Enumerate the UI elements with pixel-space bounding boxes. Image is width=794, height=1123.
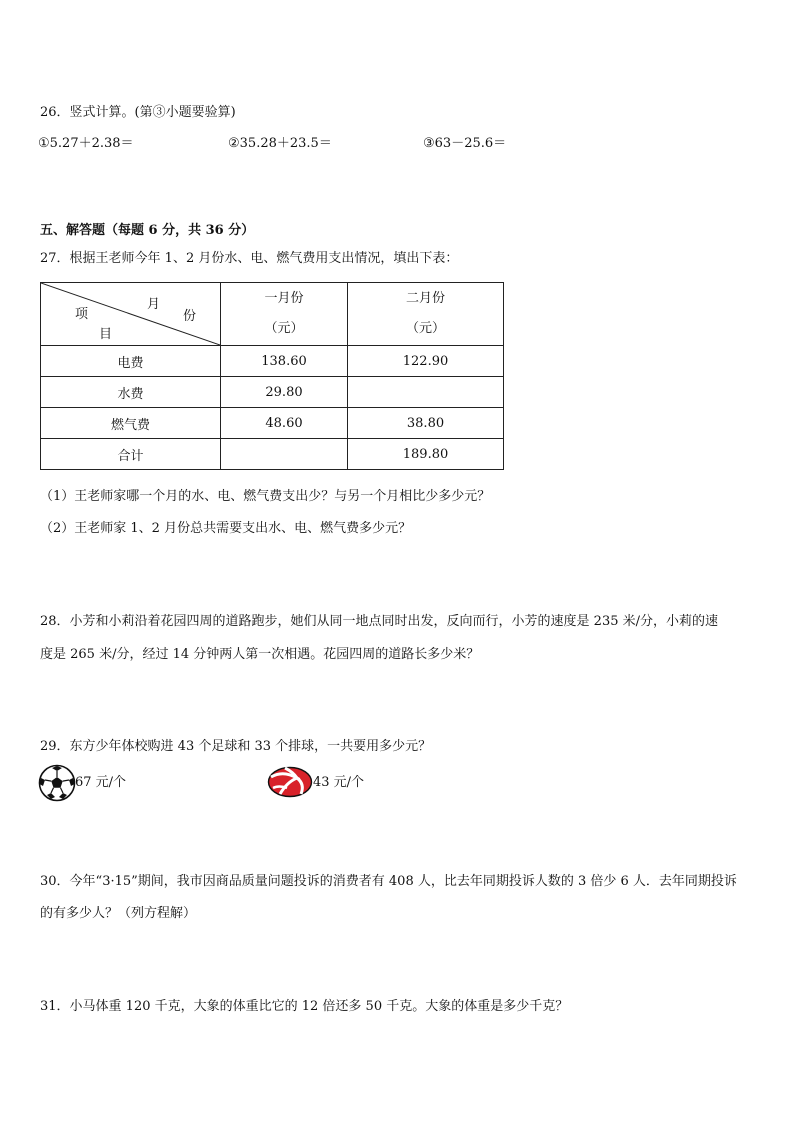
header-feb: 二月份 （元） bbox=[348, 283, 504, 346]
q26-item-1: ①5.27＋2.38＝ bbox=[38, 136, 134, 151]
q27-sub-2: （2）王老师家 1、2 月份总共需要支出水、电、燃气费多少元？ bbox=[40, 521, 412, 536]
q27-title: 27．根据王老师今年 1、2 月份水、电、燃气费用支出情况，填出下表： bbox=[40, 251, 459, 266]
q29-title: 29．东方少年体校购进 43 个足球和 33 个排球，一共要用多少元？ bbox=[40, 739, 432, 754]
q26-item-3: ③63－25.6＝ bbox=[423, 136, 507, 151]
football-price: 67 元/个 bbox=[75, 775, 127, 790]
table-row bbox=[41, 346, 504, 377]
corner-label-month: 月 bbox=[147, 297, 161, 312]
q28-line-2: 度是 265 米/分，经过 14 分钟两人第一次相遇。花园四周的道路长多少米？ bbox=[40, 647, 480, 662]
cell-feb: 122.90 bbox=[348, 346, 504, 377]
soccer-ball-icon bbox=[38, 764, 76, 802]
q31-title: 31．小马体重 120 千克，大象的体重比它的 12 倍还多 50 千克。大象的体重是多少千克？ bbox=[40, 999, 569, 1014]
volleyball-price: 43 元/个 bbox=[313, 775, 365, 790]
corner-label-fen: 份 bbox=[183, 309, 197, 324]
section-5-title: 五、解答题（每题 6 分，共 36 分） bbox=[40, 223, 255, 238]
corner-label-mu: 目 bbox=[99, 327, 113, 342]
row-label: 电费 bbox=[41, 346, 221, 377]
volleyball-icon bbox=[267, 766, 313, 798]
table-row bbox=[41, 377, 504, 408]
table-row bbox=[41, 439, 504, 470]
cell-jan: 138.60 bbox=[221, 346, 348, 377]
cell-feb bbox=[348, 377, 504, 408]
q30-line-2: 的有多少人？（列方程解） bbox=[40, 906, 197, 921]
cell-feb: 38.80 bbox=[348, 408, 504, 439]
row-label: 水费 bbox=[41, 377, 221, 408]
table-row bbox=[41, 408, 504, 439]
header-jan: 一月份 （元） bbox=[221, 283, 348, 346]
corner-label-item: 项 bbox=[75, 307, 89, 322]
table-corner-cell bbox=[41, 283, 221, 346]
q30-line-1: 30．今年“3·15”期间，我市因商品质量问题投诉的消费者有 408 人，比去年同期投诉人数的 3 倍少 6 人．去年同期投诉 bbox=[40, 874, 737, 889]
expense-table bbox=[40, 282, 504, 470]
cell-jan: 48.60 bbox=[221, 408, 348, 439]
row-label: 合计 bbox=[41, 439, 221, 470]
cell-jan: 29.80 bbox=[221, 377, 348, 408]
q26-title: 26．竖式计算。(第③小题要验算) bbox=[40, 105, 236, 120]
q26-item-2: ②35.28＋23.5＝ bbox=[228, 136, 332, 151]
cell-jan bbox=[221, 439, 348, 470]
q27-sub-1: （1）王老师家哪一个月的水、电、燃气费支出少？与另一个月相比少多少元？ bbox=[40, 489, 491, 504]
row-label: 燃气费 bbox=[41, 408, 221, 439]
cell-feb: 189.80 bbox=[348, 439, 504, 470]
q28-line-1: 28．小芳和小莉沿着花园四周的道路跑步，她们从同一地点同时出发，反向而行，小芳的速度是 235 米/分，小莉的速 bbox=[40, 614, 719, 629]
